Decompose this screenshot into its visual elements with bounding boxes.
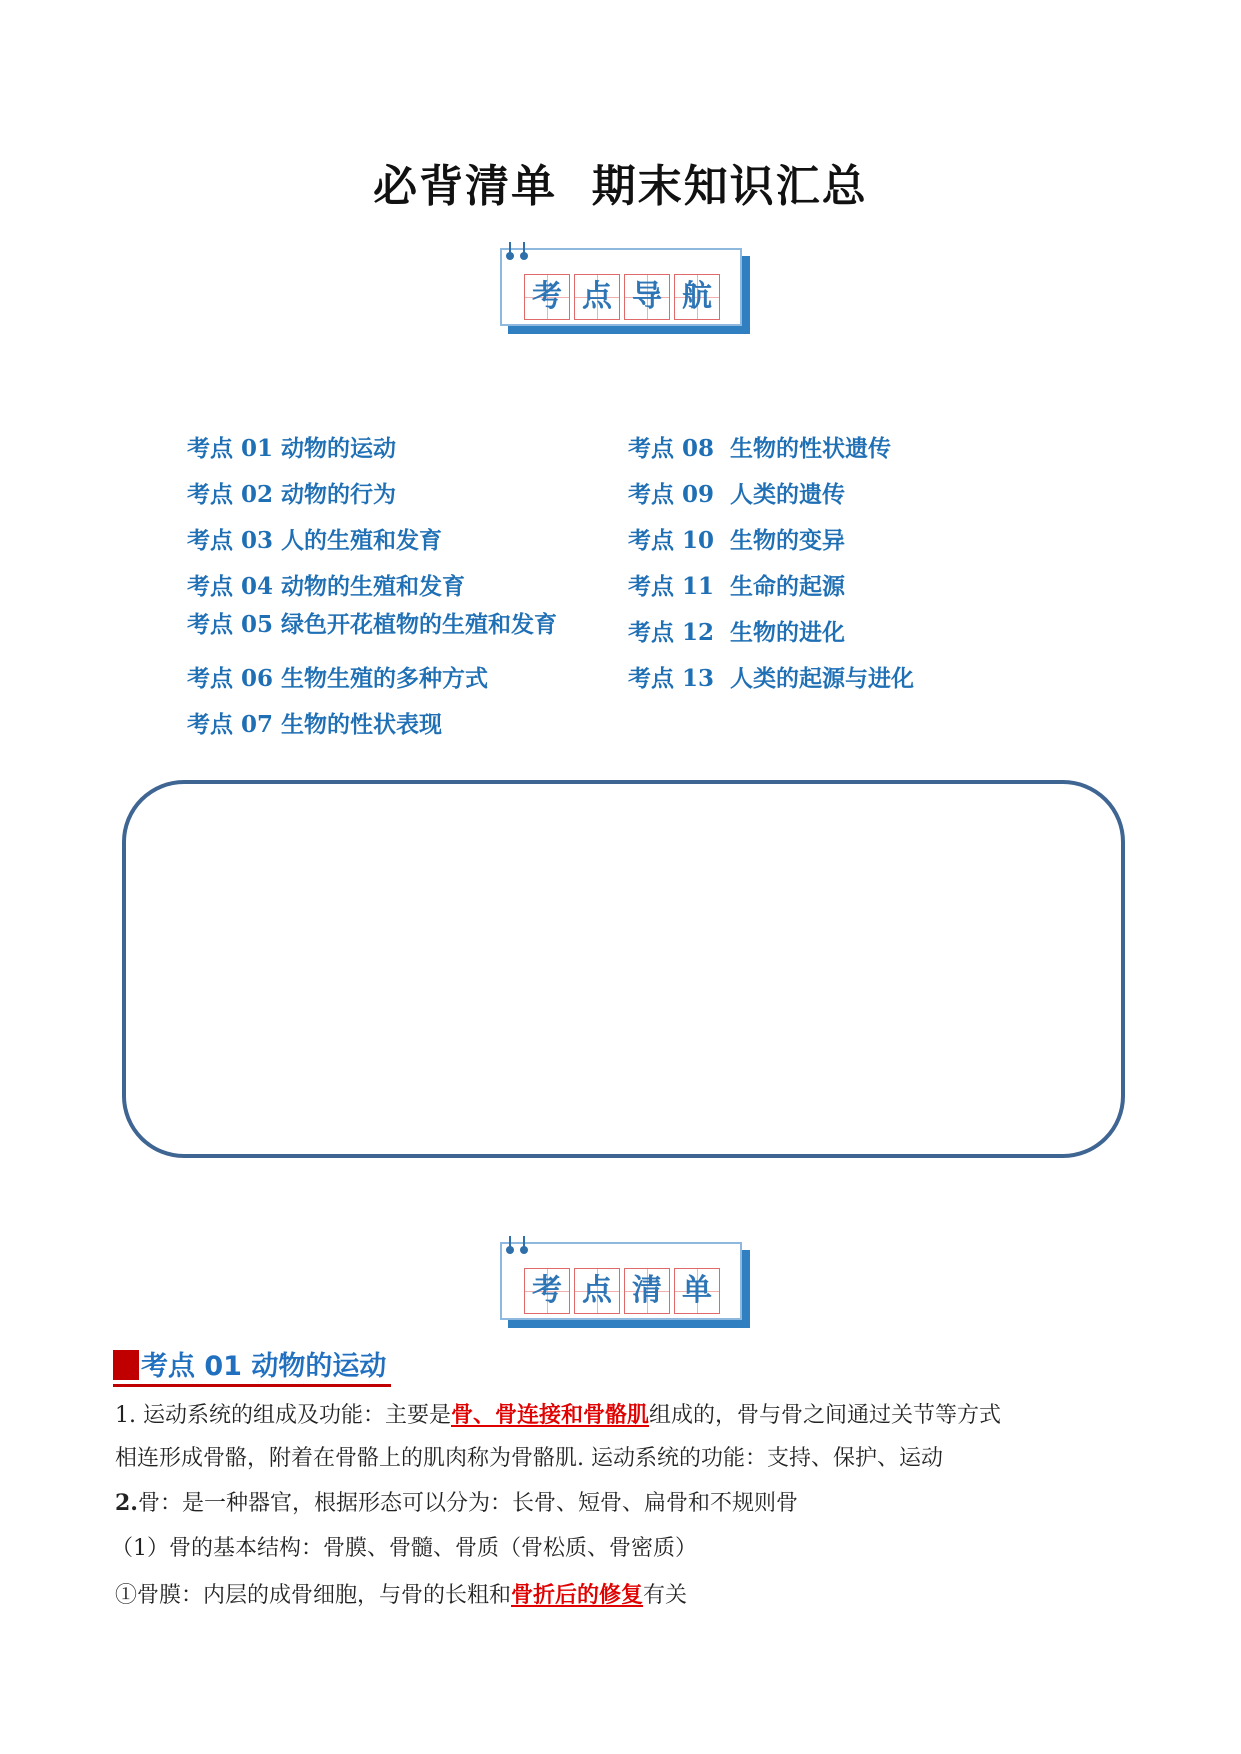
nav-item-number: 考点 03 bbox=[187, 527, 274, 554]
nav-item-number: 考点 04 bbox=[187, 573, 274, 600]
nav-item-label: 生物的进化 bbox=[714, 620, 846, 646]
nav-item-04[interactable] bbox=[187, 568, 465, 601]
nav-item-label: 生物的变异 bbox=[714, 528, 846, 554]
section-underline bbox=[113, 1384, 391, 1387]
nav-item-label: 人的生殖和发育 bbox=[273, 528, 443, 554]
section-heading-text: 考点 01 动物的运动 bbox=[141, 1351, 387, 1382]
nav-item-number: 考点 08 bbox=[628, 435, 715, 462]
badge-char: 考 bbox=[524, 1268, 570, 1314]
nav-item-12[interactable] bbox=[628, 614, 845, 647]
text-run: 组成的，骨与骨之间通过关节等方式 bbox=[649, 1403, 1002, 1428]
nav-item-label: 人类的遗传 bbox=[714, 482, 846, 508]
nav-item-number: 考点 05 bbox=[187, 611, 274, 638]
nav-item-09[interactable] bbox=[628, 476, 845, 509]
nav-badge bbox=[500, 244, 750, 334]
nav-item-01[interactable] bbox=[187, 430, 396, 463]
item-number: 2. bbox=[115, 1490, 138, 1516]
nav-item-06[interactable] bbox=[187, 660, 488, 693]
nav-item-03[interactable] bbox=[187, 522, 442, 555]
nav-item-label: 动物的生殖和发育 bbox=[273, 574, 466, 600]
badge-char: 单 bbox=[674, 1268, 720, 1314]
paragraph-2 bbox=[115, 1488, 798, 1519]
badge-char: 清 bbox=[624, 1268, 670, 1314]
nav-item-13[interactable] bbox=[628, 660, 914, 693]
nav-item-08[interactable] bbox=[628, 430, 891, 463]
highlight-text: 骨折后的修复 bbox=[511, 1582, 644, 1608]
text-run: 有关 bbox=[643, 1583, 688, 1608]
section-marker bbox=[113, 1350, 139, 1380]
nav-item-number: 考点 10 bbox=[628, 527, 715, 554]
text-run: 1. 运动系统的组成及功能：主要是 bbox=[115, 1403, 451, 1428]
list-badge bbox=[500, 1238, 750, 1328]
paragraph-1-line-2: 相连形成骨骼，附着在骨骼上的肌肉称为骨骼肌. 运动系统的功能：支持、保护、运动 bbox=[115, 1446, 943, 1471]
nav-item-number: 考点 11 bbox=[628, 573, 715, 600]
binder-ring-icon bbox=[506, 1236, 514, 1254]
badge-char: 导 bbox=[624, 274, 670, 320]
page-title: 必背清单 期末知识汇总 bbox=[373, 161, 868, 212]
paragraph-4 bbox=[115, 1580, 687, 1611]
nav-item-number: 考点 09 bbox=[628, 481, 715, 508]
nav-item-label: 生物生殖的多种方式 bbox=[273, 666, 489, 692]
text-run: ①骨膜：内层的成骨细胞，与骨的长粗和 bbox=[115, 1583, 512, 1608]
nav-item-number: 考点 07 bbox=[187, 711, 274, 738]
nav-item-number: 考点 02 bbox=[187, 481, 274, 508]
nav-item-label: 生物的性状表现 bbox=[273, 712, 443, 738]
badge-char: 航 bbox=[674, 274, 720, 320]
nav-item-label: 人类的起源与进化 bbox=[714, 666, 915, 692]
badge-char: 点 bbox=[574, 274, 620, 320]
binder-ring-icon bbox=[520, 1236, 528, 1254]
nav-item-07[interactable] bbox=[187, 706, 442, 739]
nav-item-label: 动物的行为 bbox=[273, 482, 397, 508]
nav-item-10[interactable] bbox=[628, 522, 845, 555]
nav-item-label: 绿色开花植物的生殖和发育 bbox=[273, 612, 558, 638]
nav-item-number: 考点 01 bbox=[187, 435, 274, 462]
paragraph-1 bbox=[115, 1400, 1001, 1431]
nav-item-number: 考点 06 bbox=[187, 665, 274, 692]
text-run: 骨：是一种器官，根据形态可以分为：长骨、短骨、扁骨和不规则骨 bbox=[137, 1491, 798, 1516]
badge-char: 考 bbox=[524, 274, 570, 320]
badge-char: 点 bbox=[574, 1268, 620, 1314]
nav-item-label: 生命的起源 bbox=[714, 574, 846, 600]
paragraph-3: （1）骨的基本结构：骨膜、骨髓、骨质（骨松质、骨密质） bbox=[111, 1536, 697, 1561]
binder-ring-icon bbox=[520, 242, 528, 260]
nav-item-label: 生物的性状遗传 bbox=[714, 436, 892, 462]
nav-item-number: 考点 13 bbox=[628, 665, 715, 692]
nav-item-11[interactable] bbox=[628, 568, 845, 601]
nav-item-number: 考点 12 bbox=[628, 619, 715, 646]
binder-ring-icon bbox=[506, 242, 514, 260]
nav-item-05[interactable] bbox=[187, 606, 557, 639]
highlight-text: 骨、骨连接和骨骼肌 bbox=[451, 1402, 650, 1428]
mind-map-frame bbox=[122, 780, 1125, 1158]
nav-item-02[interactable] bbox=[187, 476, 396, 509]
nav-item-label: 动物的运动 bbox=[273, 436, 397, 462]
